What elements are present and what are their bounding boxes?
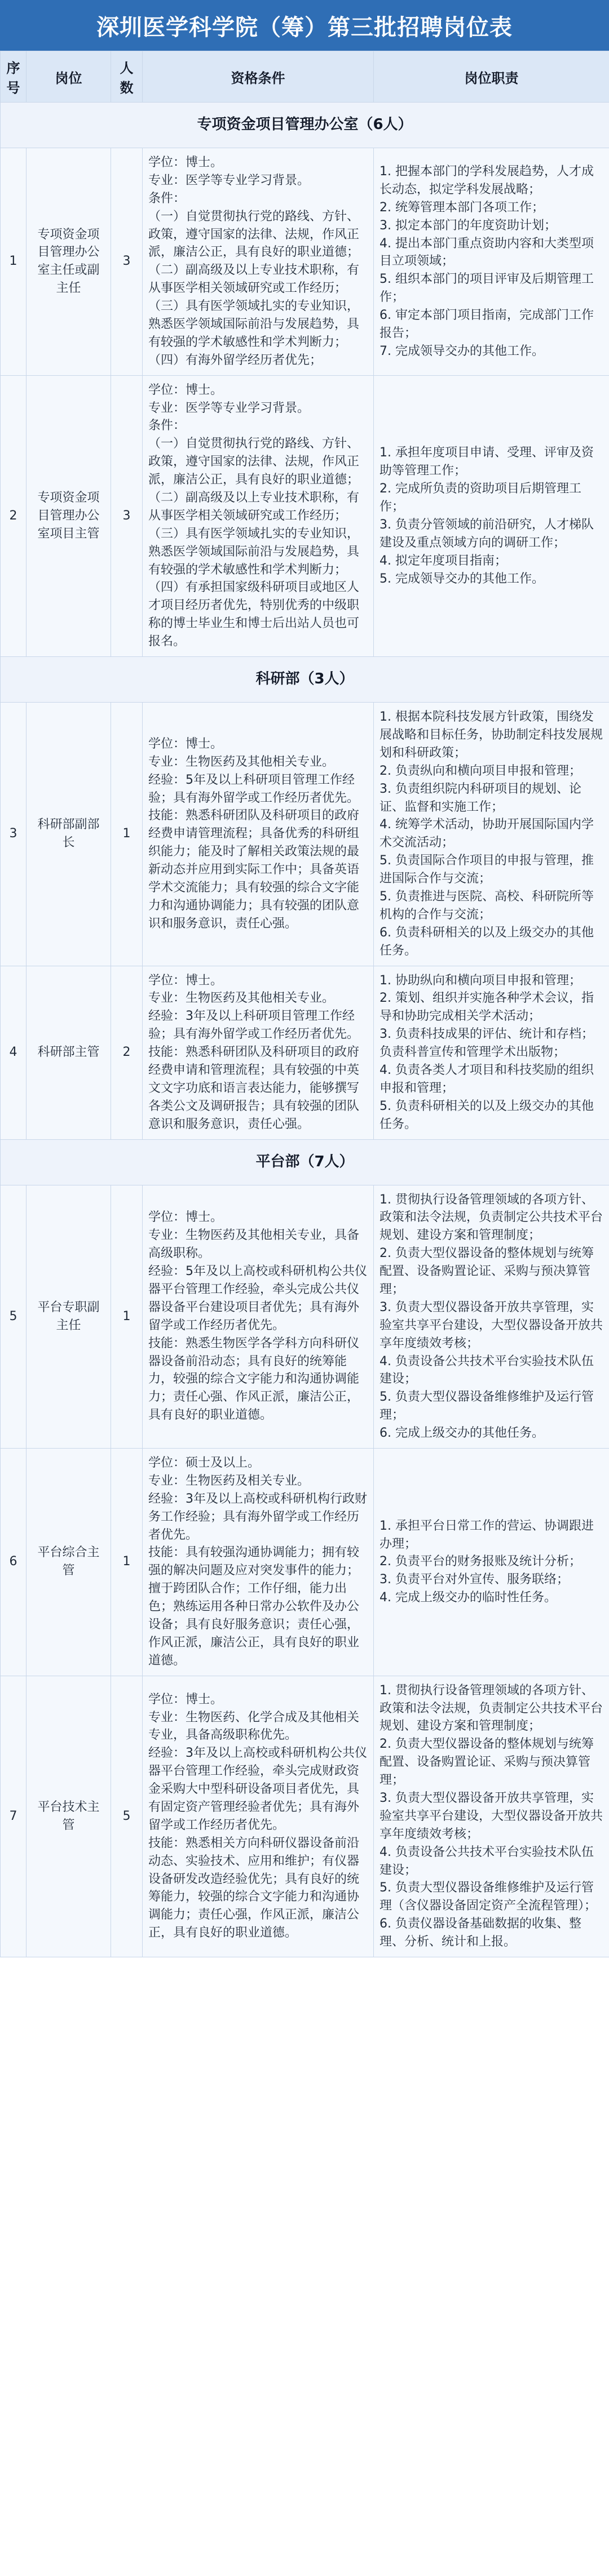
- table-row: [1, 1449, 609, 1676]
- row-index: 4: [1, 966, 27, 1139]
- row-requirements: 学位：博士。 专业：生物医药及其他相关专业。 经验：5年及以上科研项目管理工作经验；具有海外留学或工作经历者优先。 技能：熟悉科研团队及科研项目的政府经费申请管理流程；具备优秀的科研组织能力；能及时了解相关政策法规的最新动态并应用到实际工作中；具备英语学术交流能力；具有较强的综合文字能力和沟通协调能力；具有较强的团队意识和服务意识，责任心强。: [143, 703, 374, 966]
- row-position: 平台专职副主任: [27, 1185, 111, 1448]
- row-position: 平台综合主管: [27, 1449, 111, 1676]
- row-duties: 1. 承担年度项目申请、受理、评审及资助等管理工作； 2. 完成所负责的资助项目后期管理工作； 3. 负责分管领域的前沿研究，人才梯队建设及重点领域方向的调研工作； 4. 拟定年度项目指南； 5. 完成领导交办的其他工作。: [374, 375, 609, 656]
- table-row: [1, 966, 609, 1139]
- row-index: 2: [1, 375, 27, 656]
- row-count: 3: [111, 375, 143, 656]
- row-position: 科研部副部长: [27, 703, 111, 966]
- row-requirements: 学位：博士。 专业：医学等专业学习背景。 条件： （一）自觉贯彻执行党的路线、方针、政策，遵守国家的法律、法规，作风正派，廉洁公正，具有良好的职业道德； （二）副高级及以上专业技术职称，有从事医学相关领域研究或工作经历； （三）具有医学领域扎实的专业知识，熟悉医学领域国际前沿与发展趋势，具有较强的学术敏感性和学术判断力； （四）有海外留学经历者优先；: [143, 148, 374, 376]
- header-index: 序号: [1, 51, 27, 103]
- positions-table: [0, 51, 609, 1957]
- row-index: 1: [1, 148, 27, 376]
- row-count: 1: [111, 1449, 143, 1676]
- header-duties: 岗位职责: [374, 51, 609, 103]
- row-position: 平台技术主管: [27, 1676, 111, 1957]
- table-header-row: [1, 51, 609, 103]
- row-position: 专项资金项目管理办公室主任或副主任: [27, 148, 111, 376]
- header-count: 人数: [111, 51, 143, 103]
- table-row: [1, 148, 609, 376]
- row-requirements: 学位：博士。 专业：生物医药、化学合成及其他相关专业，具备高级职称优先。 经验：3年及以上高校或科研机构公共仪器平台管理工作经验，牵头完成财政资金采购大中型科研设备项目者优先，具有固定资产管理经验者优先；具有海外留学或工作经历者优先。 技能：熟悉相关方向科研仪器设备前沿动态、实验技术、应用和维护；有仪器设备研发改造经验优先；具有良好的统筹能力，较强的综合文字能力和沟通协调能力；责任心强，作风正派，廉洁公正，具有良好的职业道德。: [143, 1676, 374, 1957]
- row-duties: 1. 贯彻执行设备管理领域的各项方针、政策和法令法规，负责制定公共技术平台规划、建设方案和管理制度； 2. 负责大型仪器设备的整体规划与统筹配置、设备购置论证、采购与预决算管理； 3. 负责大型仪器设备开放共享管理，实验室共享平台建设，大型仪器设备开放共享年度绩效考核； 4. 负责设备公共技术平台实验技术队伍建设； 5. 负责大型仪器设备维修维护及运行管理（含仪器设备固定资产全流程管理）； 6. 负责仪器设备基础数据的收集、整理、分析、统计和上报。: [374, 1676, 609, 1957]
- row-index: 5: [1, 1185, 27, 1448]
- section-header-row: [1, 103, 609, 148]
- row-count: 5: [111, 1676, 143, 1957]
- section-title-research-dept: 科研部（3人）: [1, 657, 609, 703]
- section-header-row: [1, 1139, 609, 1185]
- row-duties: 1. 把握本部门的学科发展趋势，人才成长动态，拟定学科发展战略； 2. 统筹管理本部门各项工作； 3. 拟定本部门的年度资助计划； 4. 提出本部门重点资助内容和大类型项目立项领域； 5. 组织本部门的项目评审及后期管理工作； 6. 审定本部门项目指南，完成部门工作报告； 7. 完成领导交办的其他工作。: [374, 148, 609, 376]
- row-duties: 1. 贯彻执行设备管理领域的各项方针、政策和法令法规，负责制定公共技术平台规划、建设方案和管理制度； 2. 负责大型仪器设备的整体规划与统筹配置、设备购置论证、采购与预决算管理； 3. 负责大型仪器设备开放共享管理，实验室共享平台建设，大型仪器设备开放共享年度绩效考核； 4. 负责设备公共技术平台实验技术队伍建设； 5. 负责大型仪器设备维修维护及运行管理； 6. 完成上级交办的其他任务。: [374, 1185, 609, 1448]
- row-index: 6: [1, 1449, 27, 1676]
- row-duties: 1. 根据本院科技发展方针政策，围绕发展战略和目标任务，协助制定科技发展规划和科研政策； 2. 负责纵向和横向项目申报和管理； 3. 负责组织院内科研项目的规划、论证、监督和实施工作； 4. 统筹学术活动，协助开展国际国内学术交流活动； 5. 负责国际合作项目的申报与管理，推进国际合作与交流； 5. 负责推进与医院、高校、科研院所等机构的合作与交流； 6. 负责科研相关的以及上级交办的其他任务。: [374, 703, 609, 966]
- row-position: 专项资金项目管理办公室项目主管: [27, 375, 111, 656]
- table-row: [1, 1676, 609, 1957]
- header-requirements: 资格条件: [143, 51, 374, 103]
- row-index: 3: [1, 703, 27, 966]
- row-index: 7: [1, 1676, 27, 1957]
- table-row: [1, 1185, 609, 1448]
- row-requirements: 学位：硕士及以上。 专业：生物医药及相关专业。 经验：3年及以上高校或科研机构行政财务工作经验；具有海外留学或工作经历者优先。 技能：具有较强沟通协调能力；拥有较强的解决问题及应对突发事件的能力；擅于跨团队合作；工作仔细，能力出色；熟练运用各种日常办公软件及办公设备；具有良好服务意识；责任心强，作风正派，廉洁公正，具有良好的职业道德。: [143, 1449, 374, 1676]
- section-title-project-fund-office: 专项资金项目管理办公室（6人）: [1, 103, 609, 148]
- row-count: 1: [111, 1185, 143, 1448]
- table-row: [1, 375, 609, 656]
- page-title: 深圳医学科学院（筹）第三批招聘岗位表: [0, 0, 609, 51]
- table-row: [1, 703, 609, 966]
- row-duties: 1. 承担平台日常工作的营运、协调跟进办理； 2. 负责平台的财务报账及统计分析； 3. 负责平台对外宣传、服务联络； 4. 完成上级交办的临时性任务。: [374, 1449, 609, 1676]
- row-requirements: 学位：博士。 专业：生物医药及其他相关专业，具备高级职称。 经验：5年及以上高校或科研机构公共仪器平台管理工作经验，牵头完成公共仪器设备平台建设项目者优先；具有海外留学或工作经历者优先。 技能：熟悉生物医学各学科方向科研仪器设备前沿动态；具有良好的统筹能力，较强的综合文字能力和沟通协调能力；责任心强、作风正派，廉洁公正，具有良好的职业道德。: [143, 1185, 374, 1448]
- row-duties: 1. 协助纵向和横向项目申报和管理； 2. 策划、组织并实施各种学术会议，指导和协助完成相关学术活动； 3. 负责科技成果的评估、统计和存档；负责科普宣传和管理学术出版物； 4. 负责各类人才项目和科技奖励的组织申报和管理； 5. 负责科研相关的以及上级交办的其他任务。: [374, 966, 609, 1139]
- row-position: 科研部主管: [27, 966, 111, 1139]
- row-count: 2: [111, 966, 143, 1139]
- header-position: 岗位: [27, 51, 111, 103]
- section-header-row: [1, 657, 609, 703]
- section-title-platform-dept: 平台部（7人）: [1, 1139, 609, 1185]
- row-count: 3: [111, 148, 143, 376]
- row-requirements: 学位：博士。 专业：医学等专业学习背景。 条件： （一）自觉贯彻执行党的路线、方针、政策，遵守国家的法律、法规，作风正派，廉洁公正，具有良好的职业道德； （二）副高级及以上专业技术职称，有从事医学相关领域研究或工作经历； （三）具有医学领域扎实的专业知识，熟悉医学领域国际前沿与发展趋势，具有较强的学术敏感性和学术判断力； （四）有承担国家级科研项目或地区人才项目经历者优先，特别优秀的中级职称的博士毕业生和博士后出站人员也可报名。: [143, 375, 374, 656]
- row-requirements: 学位：博士。 专业：生物医药及其他相关专业。 经验：3年及以上科研项目管理工作经验；具有海外留学或工作经历者优先。 技能：熟悉科研团队及科研项目的政府经费申请和管理流程；具有较强的中英文文字功底和语言表达能力，能够撰写各类公文及调研报告；具有较强的团队意识和服务意识，责任心强。: [143, 966, 374, 1139]
- row-count: 1: [111, 703, 143, 966]
